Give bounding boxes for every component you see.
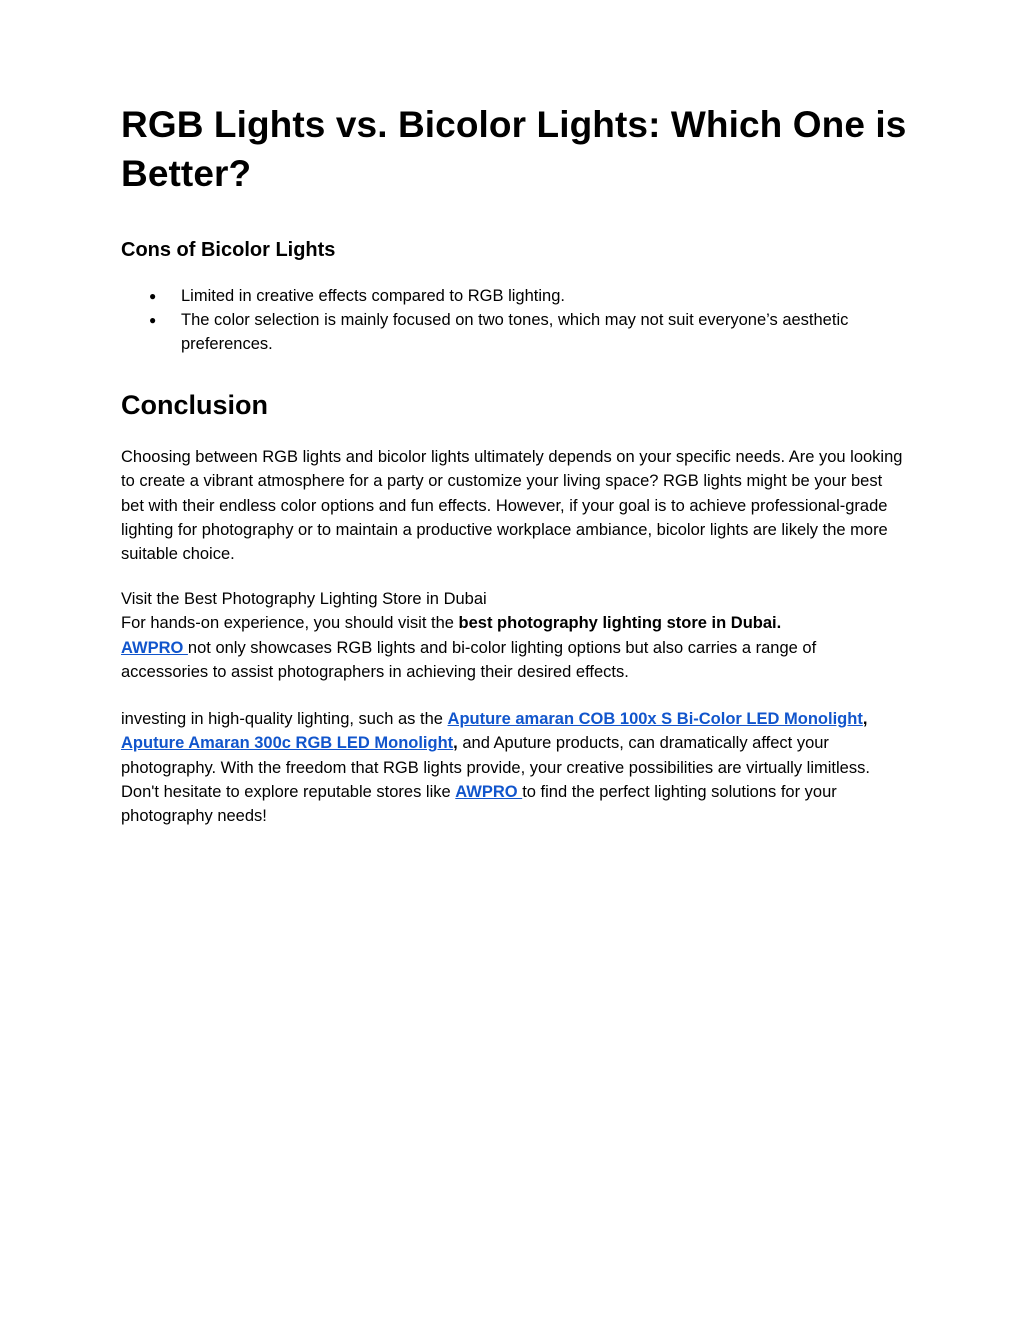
invest-separator-1: ,	[862, 710, 868, 728]
list-item	[121, 284, 881, 308]
invest-text-3: to find the perfect lighting solutions for your photography needs!	[121, 782, 837, 826]
bullet-icon: ●	[149, 289, 157, 303]
visit-heading: Visit the Best Photography Lighting Store in Dubai	[121, 590, 487, 608]
awpro-link[interactable]: AWPRO	[121, 638, 188, 657]
bullet-icon: ●	[149, 313, 157, 327]
invest-text-1: investing in high-quality lighting, such as the	[121, 710, 448, 728]
amaran-cob-100x-link[interactable]: Aputure amaran COB 100x S Bi-Color LED Monolight	[447, 710, 863, 728]
document-title: RGB Lights vs. Bicolor Lights: Which One is Better?	[121, 104, 907, 194]
visit-rest-text: not only showcases RGB lights and bi-color lighting options but also carries a range of accessories to assist photographers in achieving their desired effects.	[121, 638, 817, 681]
list-item	[121, 308, 881, 356]
awpro-store-link[interactable]: AWPRO	[455, 782, 523, 801]
visit-intro-bold: best photography lighting store in Dubai.	[458, 614, 782, 633]
visit-paragraph	[121, 587, 906, 684]
invest-paragraph	[121, 707, 906, 828]
cons-list	[121, 284, 881, 356]
conclusion-heading: Conclusion	[121, 390, 268, 420]
invest-separator-2: ,	[453, 734, 458, 753]
document-page	[121, 100, 911, 826]
amaran-300c-link[interactable]: Aputure Amaran 300c RGB LED Monolight	[121, 734, 454, 753]
list-item-text: The color selection is mainly focused on two tones, which may not suit everyone’s aesthetic preferences.	[181, 311, 849, 353]
invest-text-2: and Aputure products, can dramatically affect your photography. With the freedom that RGB lights provide, your creative possibilities are virtually limitless. Don't hesitate to explore reputable stores like	[121, 734, 870, 801]
list-item-text: Limited in creative effects compared to RGB lighting.	[181, 287, 565, 305]
conclusion-paragraph: Choosing between RGB lights and bicolor lights ultimately depends on your specific needs. Are you looking to create a vibrant atmosphere for a party or customize your living space? RGB lights might be your best bet with their endless color options and fun effects. However, if your goal is to achieve professional-grade lighting for photography or to maintain a productive workplace ambiance, bicolor lights are likely the more suitable choice.	[121, 448, 903, 564]
cons-heading: Cons of Bicolor Lights	[121, 239, 336, 261]
visit-intro-text: For hands-on experience, you should visit the	[121, 614, 459, 633]
